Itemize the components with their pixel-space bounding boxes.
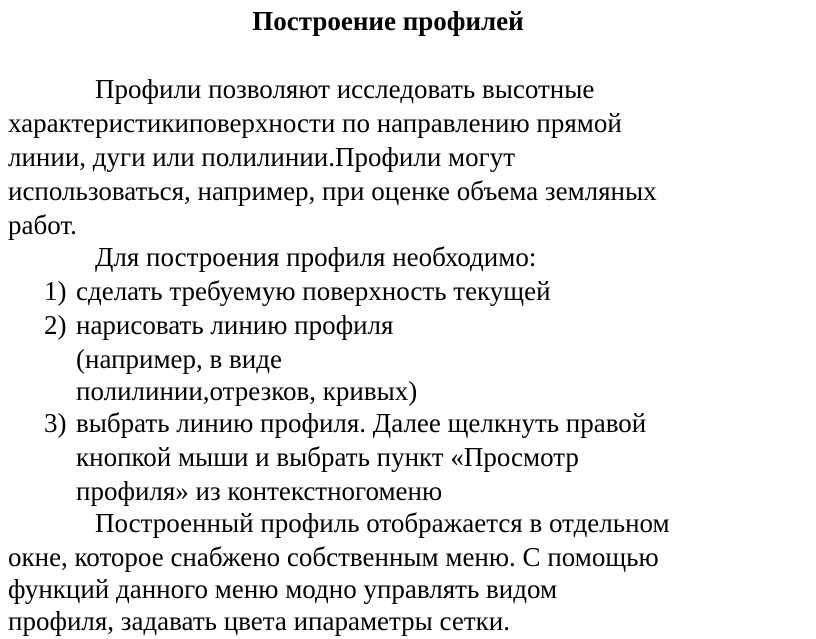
step-line: профиля» из контекстногоменю [76, 476, 443, 506]
step-line: (например, в виде [76, 344, 282, 374]
steps-intro: Для построения профиля необходимо: [95, 242, 537, 272]
outro-line: профиля, задавать цвета ипараметры сетки. [8, 606, 510, 636]
intro-line: использоваться, например, при оценке объема земляных [8, 176, 657, 206]
intro-line: линии, дуги или полилинии.Профили могут [8, 142, 516, 172]
outro-line: Построенный профиль отображается в отдельном [95, 508, 670, 538]
step-number: 1) [44, 276, 67, 306]
intro-line: Профили позволяют исследовать высотные [95, 74, 595, 104]
step-line: полилинии,отрезков, кривых) [76, 376, 418, 406]
step-number: 2) [44, 310, 67, 340]
step-line: выбрать линию профиля. Далее щелкнуть правой [76, 408, 647, 438]
step-line: нарисовать линию профиля [76, 310, 394, 340]
step-line: кнопкой мыши и выбрать пункт «Просмотр [76, 442, 579, 472]
page-title: Построение профилей [252, 6, 524, 36]
intro-line: работ. [8, 210, 77, 240]
outro-line: окне, которое снабжено собственным меню. С помощью [8, 542, 659, 572]
intro-line: характеристикиповерхности по направлению прямой [8, 108, 622, 138]
step-number: 3) [44, 408, 67, 438]
outro-line: функций данного меню модно управлять видом [8, 574, 558, 604]
step-line: сделать требуемую поверхность текущей [76, 276, 551, 306]
